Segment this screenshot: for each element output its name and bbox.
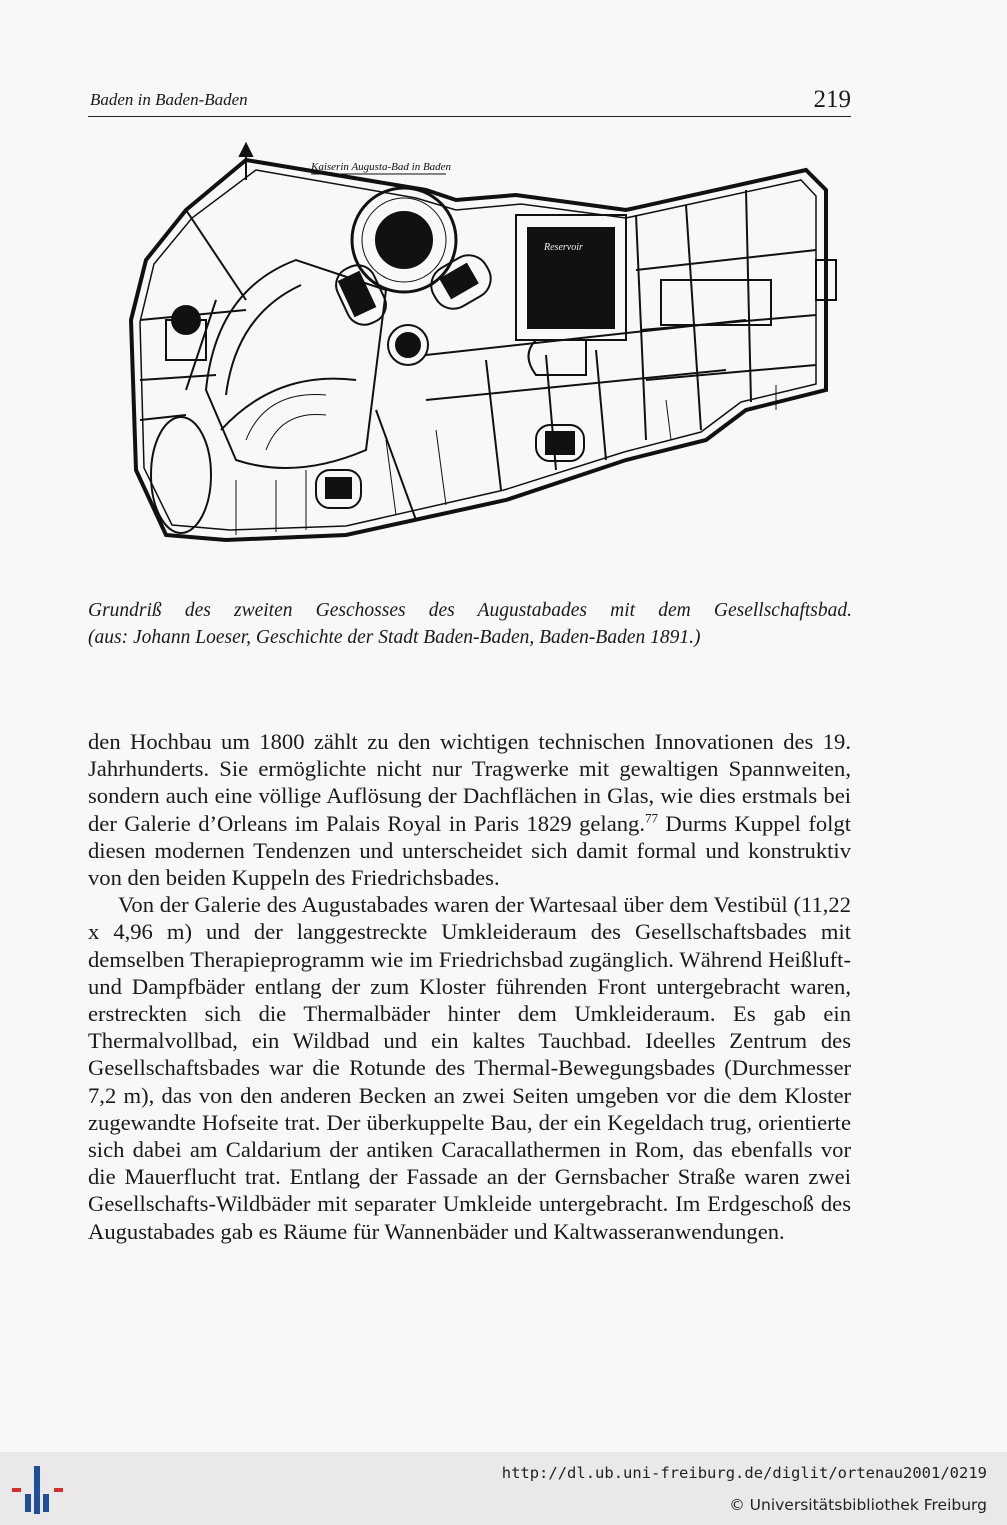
- running-title: Baden in Baden-Baden: [90, 90, 248, 109]
- paragraph-1: [88, 728, 851, 891]
- paragraph-2: Von der Galerie des Augustabades waren der Wartesaal über dem Vestibül (11,22 x 4,96 m) und der langgestreckte Umkleideraum des Gesellschaftsbades mit demselben Therapieprogramm wie im Friedrichsbad zugänglich. Während Heißluft- und Dampfbäder entlang der zum Kloster führenden Front untergebracht waren, erstreckten sich die Thermalbäder hinter dem Umkleideraum. Es gab ein Thermalvollbad, ein Wildbad und ein kaltes Tauchbad. Ideelles Zentrum des Gesellschaftsbades war die Rotunde des Thermal-Bewegungsbades (Durchmesser 7,2 m), das von den anderen Becken an zwei Seiten umgeben vor die dem Kloster zugewandte Hofseite trat. Der überkuppelte Bau, der ein Kegeldach trug, orientierte sich dabei am Caldarium der antiken Caracallathermen in Rom, das ebenfalls vor die Mauerflucht trat. Entlang der Fassade an der Gernsbacher Straße waren zwei Gesellschafts-Wildbäder mit separater Umkleide untergebracht. Im Erdgeschoß des Augustabades gab es Räume für Wannenbäder und Kaltwasseranwendungen.: [88, 892, 851, 1244]
- floor-plan-figure: [126, 140, 852, 590]
- ub-freiburg-logo-icon: [10, 1466, 66, 1514]
- plan-room-label: Reservoir: [544, 242, 583, 253]
- figure-caption: [88, 597, 852, 651]
- caption-line-2: (aus: Johann Loeser, Geschichte der Stadt Baden-Baden, Baden-Baden 1891.): [88, 627, 701, 648]
- permalink-url[interactable]: http://dl.ub.uni-freiburg.de/diglit/ortenau2001/0219: [501, 1464, 987, 1482]
- page-header: [88, 86, 851, 117]
- caption-line-1: Grundriß des zweiten Geschosses des Augustabades mit dem Gesellschaftsbad.: [88, 600, 852, 621]
- paragraph-1-part-b: Durms Kuppel folgt diesen modernen Tendenzen und unterscheidet sich damit formal und konstruktiv von den beiden Kuppeln des Friedrichsbades.: [88, 810, 851, 891]
- paragraph-1-part-a: den Hochbau um 1800 zählt zu den wichtigen technischen Innovationen des 19. Jahrhunderts. Sie ermöglichte nicht nur Tragwerke mit gewaltigen Spannweiten, sondern auch eine völlige Auflösung der Dachflächen in Glas, wie dies erstmals bei der Galerie d’Orleans im Palais Royal in Paris 1829 gelang.: [88, 729, 851, 836]
- footnote-marker[interactable]: 77: [644, 810, 658, 826]
- body-text: [88, 728, 851, 1245]
- plan-title: Kaiserin Augusta-Bad in Baden: [311, 161, 452, 173]
- page-number: 219: [813, 86, 851, 113]
- viewer-footer: [0, 1452, 1007, 1525]
- copyright-notice: © Universitätsbibliothek Freiburg: [729, 1496, 987, 1514]
